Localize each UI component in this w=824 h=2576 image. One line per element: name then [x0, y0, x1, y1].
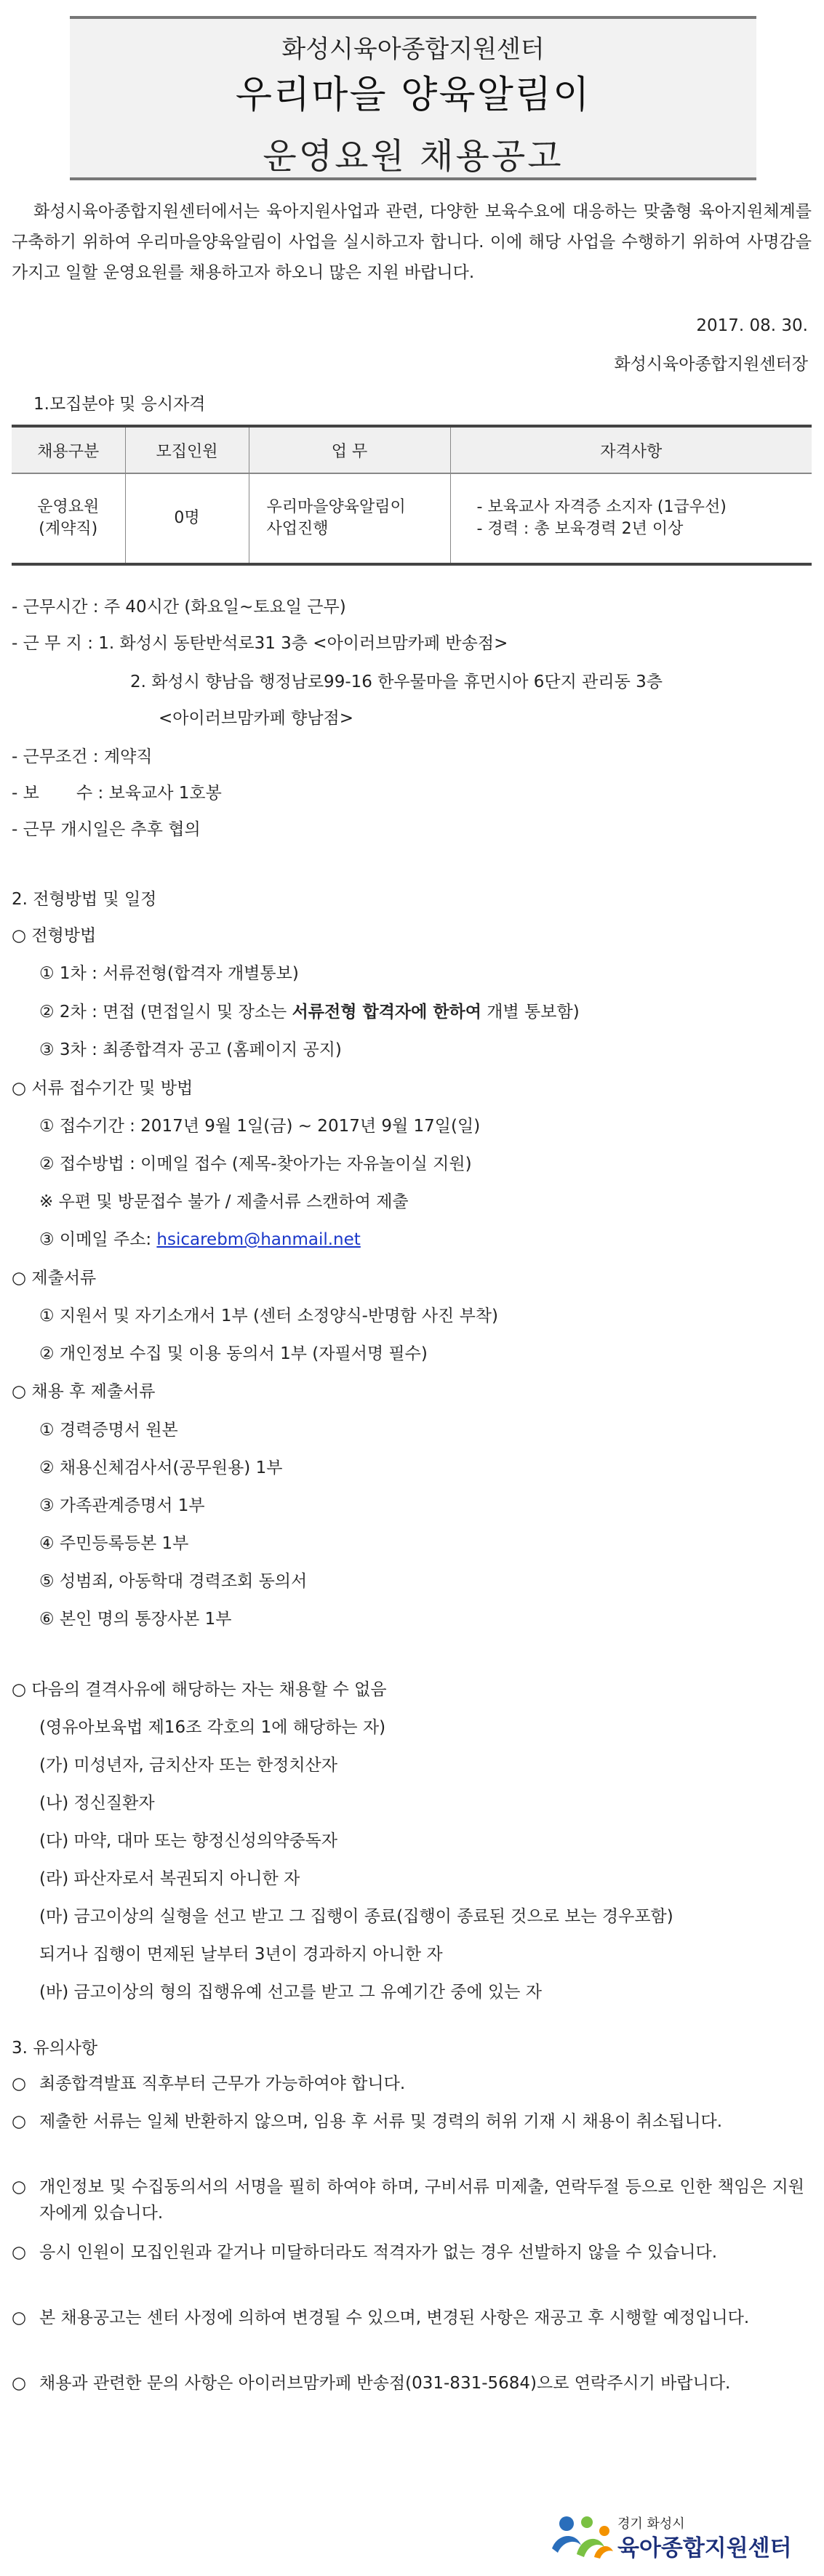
email-label: ③ 이메일 주소: — [39, 1230, 157, 1249]
method-item — [39, 998, 580, 1022]
disqualification-item: (바) 금고이상의 형의 집행유예 선고를 받고 그 유예기간 중에 있는 자 — [39, 1983, 542, 2002]
email-row — [39, 1226, 361, 1250]
section3-title: 3. 유의사항 — [12, 2039, 98, 2058]
bullet-icon: ○ — [12, 2243, 27, 2262]
work-location-2-name: <아이러브맘카페 향남점> — [159, 709, 354, 728]
category-cell — [12, 473, 125, 564]
note-text: 제출한 서류는 일체 반환하지 않으며, 임용 후 서류 및 경력의 허위 기재 시 채용이 취소됩니다. — [39, 2112, 723, 2131]
docs-item: ① 지원서 및 자기소개서 1부 (센터 소정양식-반명함 사진 부착) — [39, 1307, 499, 1325]
work-contract: - 근무조건 : 계약직 — [12, 747, 153, 766]
after-item: ② 채용신체검사서(공무원용) 1부 — [39, 1458, 283, 1477]
after-item: ① 경력증명서 원본 — [39, 1421, 178, 1440]
table-header: 자격사항 — [450, 426, 812, 473]
table-header: 채용구분 — [12, 426, 125, 473]
qualification-line: - 경력 : 총 보육경력 2년 이상 — [476, 520, 684, 538]
intro-paragraph: 화성시육아종합지원센터에서는 육아지원사업과 관련, 다양한 보육수요에 대응하는 맞춤형 육아지원체계를 구축하기 위하여 우리마을양육알림이 사업을 실시하고자 합니다. 이에 해당 사업을 수행하기 위하여 사명감을 가지고 일할 운영요원를 채용하고자 하오니 많은 지원 바랍니다. — [12, 202, 812, 282]
bullet-icon: ○ — [12, 2178, 27, 2196]
disqualification-item: (다) 마약, 대마 또는 향정신성의약중독자 — [39, 1831, 337, 1850]
qualification-cell — [450, 473, 812, 564]
after-item: ⑥ 본인 명의 통장사본 1부 — [39, 1610, 232, 1629]
disqualification-item: (가) 미성년자, 금치산자 또는 한정치산자 — [39, 1756, 337, 1775]
note-text: 응시 인원이 모집인원과 같거나 미달하더라도 적격자가 없는 경우 선발하지 않을 수 있습니다. — [39, 2243, 718, 2262]
receipt-item: ① 접수기간 : 2017년 9월 1일(금) ~ 2017년 9월 17일(일) — [39, 1117, 481, 1136]
header-banner — [70, 16, 756, 180]
note-item — [12, 2239, 804, 2266]
disqualification-item: (라) 파산자로서 복권되지 아니한 자 — [39, 1869, 300, 1888]
docs-title: ○ 제출서류 — [12, 1269, 97, 1288]
after-item: ④ 주민등록등본 1부 — [39, 1534, 189, 1553]
disqualification-item: 되거나 집행이 면제된 날부터 3년이 경과하지 아니한 자 — [39, 1945, 443, 1964]
announcement-date: 2017. 08. 30. — [696, 316, 808, 335]
footer-org-name: 육아종합지원센터 — [617, 2535, 792, 2561]
disqualification-item: (나) 정신질환자 — [39, 1794, 155, 1813]
receipt-item: ② 접수방법 : 이메일 접수 (제목-찾아가는 자유놀이실 지원) — [39, 1155, 472, 1173]
method-title: ○ 전형방법 — [12, 926, 97, 945]
method2-post: 개별 통보함) — [481, 1003, 580, 1022]
work-location-2: 2. 화성시 향남읍 행정남로99-16 한우물마을 휴먼시아 6단지 관리동 3층 — [130, 673, 663, 691]
duty-line: 우리마을양육알림이 — [266, 498, 406, 516]
header-subtitle: 운영요원 채용공고 — [263, 136, 564, 177]
category-line: 운영요원 — [37, 498, 100, 516]
after-item: ⑤ 성범죄, 아동학대 경력조회 동의서 — [39, 1572, 308, 1591]
method2-pre: ② 2차 : 면접 (면접일시 및 장소는 — [39, 1003, 292, 1022]
header-org: 화성시육아종합지원센터 — [281, 35, 545, 64]
bullet-icon: ○ — [12, 2374, 27, 2393]
duty-cell — [249, 473, 450, 564]
count-cell: 0명 — [125, 473, 249, 564]
after-item: ③ 가족관계증명서 1부 — [39, 1496, 205, 1515]
work-location: - 근 무 지 : 1. 화성시 동탄반석로31 3층 <아이러브맘카페 반송점> — [12, 634, 508, 653]
header-title: 우리마을 양육알림이 — [235, 73, 591, 117]
receipt-title: ○ 서류 접수기간 및 방법 — [12, 1079, 193, 1098]
after-title: ○ 채용 후 제출서류 — [12, 1382, 156, 1401]
note-text: 개인정보 및 수집동의서의 서명을 필히 하여야 하며, 구비서류 미제출, 연락두절 등으로 인한 책임은 지원자에게 있습니다. — [39, 2178, 804, 2223]
note-text: 최종합격발표 직후부터 근무가 가능하여야 합니다. — [39, 2074, 406, 2093]
bullet-icon: ○ — [12, 2112, 27, 2131]
footer-region: 경기 화성시 — [617, 2516, 685, 2532]
category-line: (계약직) — [39, 520, 98, 538]
center-logo — [548, 2511, 817, 2561]
recruitment-table — [12, 425, 812, 566]
email-link[interactable]: hsicarebm@hanmail.net — [156, 1230, 361, 1249]
table-header: 모집인원 — [125, 426, 249, 473]
signer: 화성시육아종합지원센터장 — [614, 355, 808, 374]
bullet-icon: ○ — [12, 2074, 27, 2093]
work-salary: - 보 수 : 보육교사 1호봉 — [12, 784, 222, 803]
receipt-note: ※ 우편 및 방문접수 불가 / 제출서류 스캔하여 제출 — [39, 1192, 409, 1211]
duty-line: 사업진행 — [266, 520, 329, 538]
note-item — [12, 2108, 804, 2135]
disqualification-item: (마) 금고이상의 실형을 선고 받고 그 집행이 종료(집행이 종료된 것으로 보는 경우포함) — [39, 1907, 673, 1926]
table-header: 업 무 — [249, 426, 450, 473]
bullet-icon: ○ — [12, 2308, 27, 2327]
note-item — [12, 2370, 804, 2396]
note-text: 본 채용공고는 센터 사정에 의하여 변경될 수 있으며, 변경된 사항은 재공고 후 시행할 예정입니다. — [39, 2308, 750, 2327]
note-item — [12, 2174, 804, 2226]
method-item: ① 1차 : 서류전형(합격자 개별통보) — [39, 964, 299, 983]
disqualification-item: (영유아보육법 제16조 각호의 1에 해당하는 자) — [39, 1718, 386, 1737]
docs-item: ② 개인정보 수집 및 이용 동의서 1부 (자필서명 필수) — [39, 1344, 428, 1363]
section1-title: 1.모집분야 및 응시자격 — [33, 395, 206, 414]
table-row — [12, 473, 812, 564]
qualification-line: - 보육교사 자격증 소지자 (1급우선) — [476, 498, 727, 516]
note-text: 채용과 관련한 문의 사항은 아이러브맘카페 반송점(031-831-5684)으로 연락주시기 바랍니다. — [39, 2374, 731, 2393]
work-hours: - 근무시간 : 주 40시간 (화요일~토요일 근무) — [12, 598, 346, 617]
note-item — [12, 2305, 804, 2331]
note-item — [12, 2071, 804, 2097]
logo-mark-icon — [548, 2511, 615, 2560]
section2-title: 2. 전형방법 및 일정 — [12, 890, 157, 909]
work-start: - 근무 개시일은 추후 협의 — [12, 820, 201, 839]
disqualification-title: ○ 다음의 결격사유에 해당하는 자는 채용할 수 없음 — [12, 1680, 387, 1699]
method-item: ③ 3차 : 최종합격자 공고 (홈페이지 공지) — [39, 1040, 342, 1059]
table-header-row — [12, 426, 812, 473]
method2-bold: 서류전형 합격자에 한하여 — [292, 1003, 481, 1022]
